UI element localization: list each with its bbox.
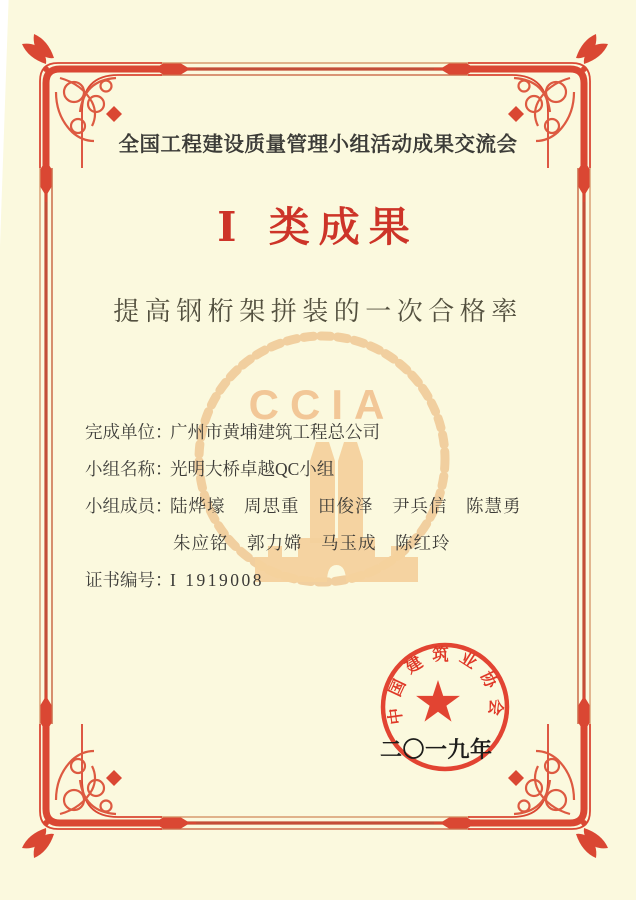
certificate-number-value: I 1919008	[170, 570, 264, 590]
certificate-number-row	[85, 566, 565, 594]
completing-unit-label: 完成单位：	[85, 422, 173, 442]
certificate-fields	[85, 418, 565, 603]
seal-organization-text: 中国建筑业协会	[384, 646, 506, 726]
issue-year: 二〇一九年	[380, 737, 493, 762]
completing-unit-row	[85, 418, 565, 446]
project-title: 提高钢桁架拼装的一次合格率	[113, 297, 523, 326]
group-members-line2: 朱应铭 郭力嫦 马玉成 陈红玲	[173, 533, 451, 553]
group-members-line1: 陆烨壕 周思重 田俊泽 尹兵信 陈慧勇	[170, 496, 522, 516]
group-name-row	[85, 455, 565, 483]
group-members-row	[85, 492, 565, 520]
group-members-label: 小组成员：	[85, 496, 173, 516]
ccia-watermark-text: CCIA	[248, 381, 396, 428]
group-members-row2	[85, 529, 565, 557]
award-class-heading: I 类成果	[217, 203, 419, 251]
certificate-number-label: 证书编号：	[85, 570, 173, 590]
group-name-label: 小组名称：	[85, 459, 173, 479]
group-name-value: 光明大桥卓越QC小组	[170, 459, 335, 479]
seal-star-icon	[416, 680, 460, 722]
conference-title: 全国工程建设质量管理小组活动成果交流会	[118, 133, 518, 156]
completing-unit-value: 广州市黄埔建筑工程总公司	[170, 422, 380, 442]
